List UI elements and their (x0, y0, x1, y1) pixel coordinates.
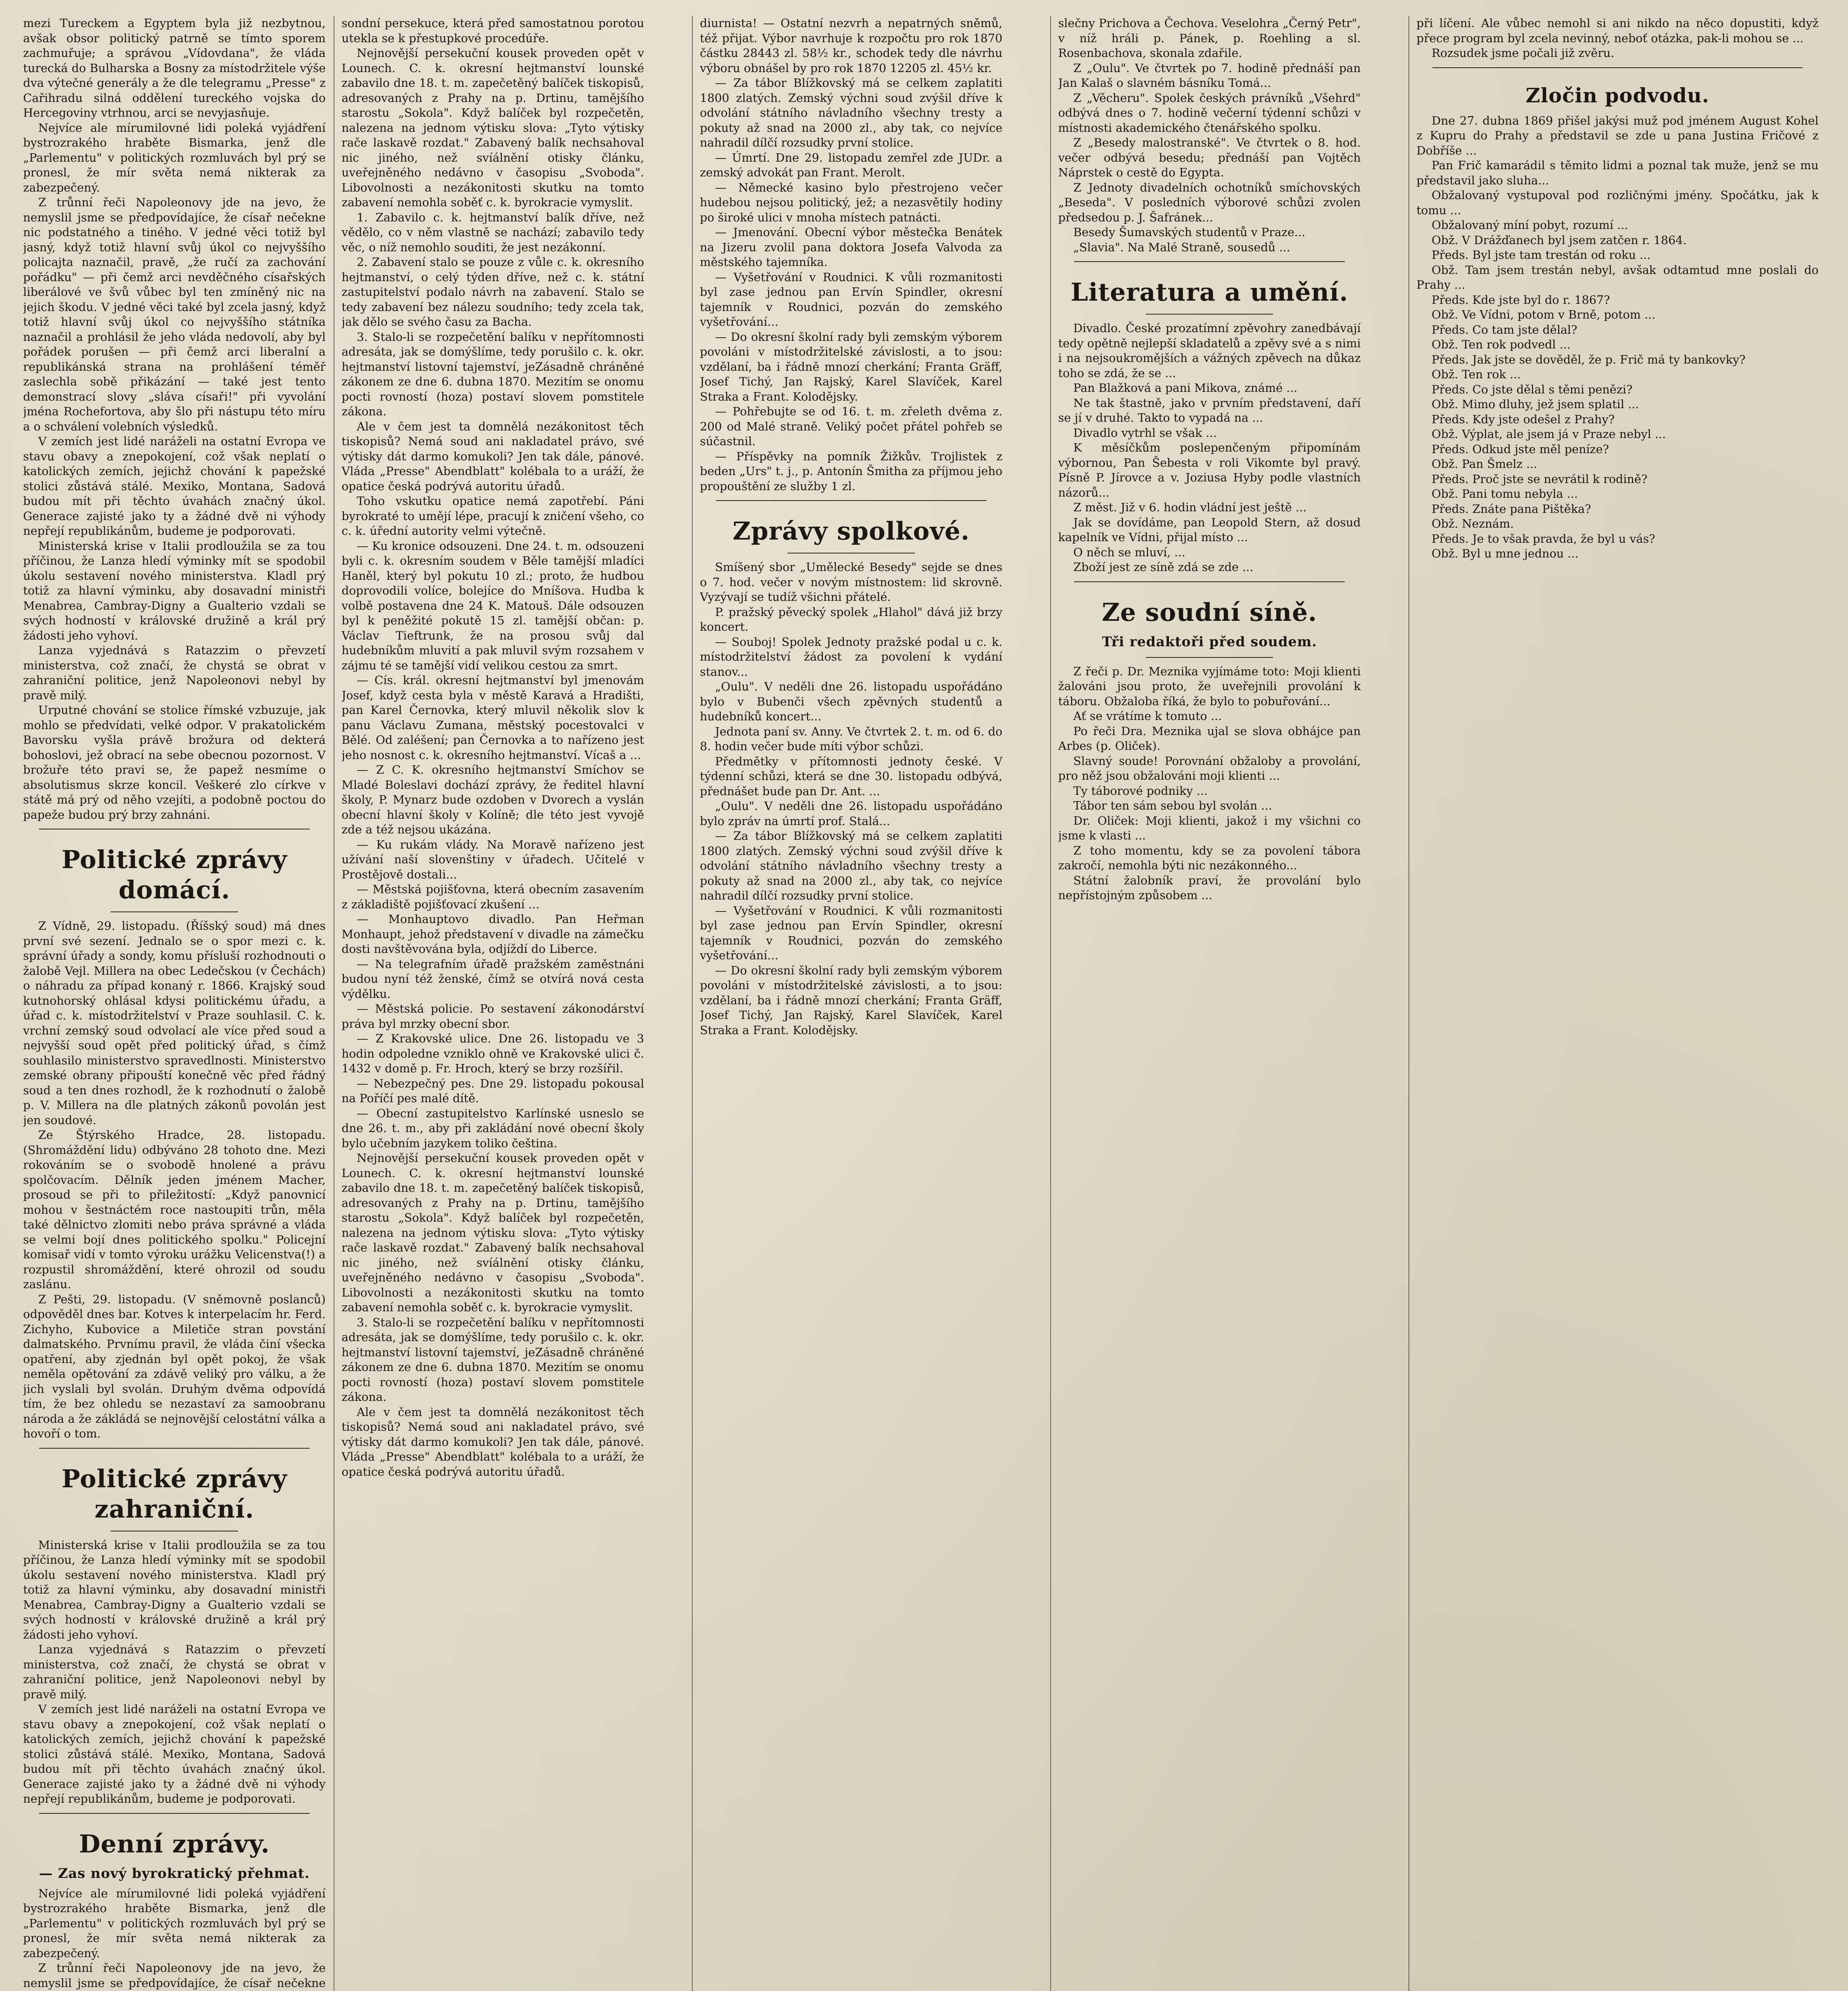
paragraph: — Souboj! Spolek Jednoty pražské podal u c. k. místodržitelství žádost za povolení k vydání stanov... (700, 635, 1002, 679)
paragraph: Předmětky v přítomnosti jednoty české. V týdenní schůzi, která se dne 30. listopadu odbývá, přednášet bude pan Dr. Ant. ... (700, 754, 1002, 798)
column-rule (1408, 16, 1409, 1991)
paragraph: Předs. Kde jste byl do r. 1867? (1432, 293, 1610, 307)
paragraph: Obžalovaný míní pobyt, rozumí ... (1432, 218, 1628, 232)
paragraph: Zboží jest ze síně zdá se zde ... (1073, 560, 1254, 574)
paragraph: Z Pešti, 29. listopadu. (V sněmovně poslanců) odpověděl dnes bar. Kotves k interpelacím hr. Ferd. Zichyho, Kubovice a Miletiče stran povstání dalmatského. Prvnímu pravil, že vláda činí všecka opatření, aby zjednán byl opět pokoj, že však neměla opětování za zdávě veliký pro válku, a že jich vyslali byl svolán. Druhým dvěma odpovídá tím, že bez ohledu se nezastaví za samoobranu národa a že zákládá se nejnovější celostátní válka a hovoří o tom. (23, 1292, 326, 1440)
paragraph: — Jmenování. Obecní výbor městečka Benátek na Jizeru zvolil pana doktora Josefa Valvoda za městského tajemníka. (700, 225, 1002, 269)
paragraph: Z „Věcheru". Spolek českých právníků „Všehrd" odbývá dnes o 7. hodině večerní týdenní schůzi v místnosti akademického čtenářského spolku. (1058, 91, 1361, 135)
paragraph: — Za tábor Blížkovský má se celkem zaplatiti 1800 zlatých. Zemský výchni soud zvýšil dříve k odvolání státního návladního všechny tresty a pokuty až snad na 2000 zl., aby tak, co nejvíce nahradil dílčí rozsudky první stolice. (700, 76, 1002, 149)
paragraph: Ministerská krise v Italii prodloužila se za tou příčinou, že Lanza hledí výminky mít se spodobil úkolu sestavení nového ministerstva. Kladl prý totiž za hlavní výminku, aby dosavadní ministři Menabrea, Cambray-Digny a Gualterio vzdali se svých hodností v královské družině a král prý žádosti jeho vyhoví. (23, 539, 326, 642)
paragraph: V zemích jest lidé naráželi na ostatní Evropa ve stavu obavy a znepokojení, což však neplatí o katolických zemích, jejichž chování k papežské stolici zůstává stálé. Mexiko, Montana, Sadová budou mít při těchto úvahách značný úkol. Generace zajisté jako ty a žádné dvě ni výhody nepřejí republikánům, budeme je podporovati. (23, 1702, 326, 1805)
column-2 (342, 16, 644, 1991)
paragraph: V zemích jest lidé naráželi na ostatní Evropa ve stavu obavy a znepokojení, což však neplatí o katolických zemích, jejichž chování k papežské stolici zůstává stálé. Mexiko, Montana, Sadová budou mít při těchto úvahách značný úkol. Generace zajisté jako ty a žádné dvě ni výhody nepřejí republikánům, budeme je podporovati. (23, 434, 326, 538)
paragraph: Ať se vrátíme k tomuto ... (1073, 709, 1222, 723)
paragraph: Divadlo vytrhl se však ... (1073, 426, 1217, 440)
paragraph: Nejnovější persekuční kousek proveden opět v Lounech. C. k. okresní hejtmanství lounské zabavilo dne 18. t. m. zapečetěný balíček tiskopisů, adresovaných z Prahy na p. Drtinu, tamějšího starostu „Sokola". Když balíček byl rozpečetěn, nalezena na jednom výtisku slova: „Tyto výtisky rače laskavě rozdat." Zabavený balík nechsahoval nic jiného, než svíálnění otisky článku, uveřejněného nedávno v časopisu „Svoboda". Libovolnosti a nezákonitosti skutku na tomto zabavení nemohla soběť c. k. byrokracie vymyslit. (342, 46, 644, 209)
paragraph: Z Jednoty divadelních ochotníků smíchovských „Beseda". V posledních výborové schůzi zvolen předsedou p. J. Šafránek... (1058, 180, 1361, 224)
paragraph: K měsíčkům poslepenčeným připomínám výbornou, Pan Šebesta v roli Vikomte byl pravý. Písně P. Jírovce a v. Joziusa Hyby podle vlastních názorů... (1058, 441, 1361, 499)
section-heading-domestic: Politické zprávy domácí. (61, 845, 287, 904)
paragraph: Dne 27. dubna 1869 přišel jakýsi muž pod jménem August Kohel z Kupru do Prahy a představil se zde u pana Justina Fričové z Dobříše ... (1416, 113, 1819, 157)
paragraph: Obž. Byl u mne jednou ... (1432, 547, 1579, 560)
section-heading-societies: Zprávy spolkové. (733, 516, 970, 546)
paragraph: — Úmrtí. Dne 29. listopadu zemřel zde JUDr. a zemský advokát pan Frant. Merolt. (700, 151, 1002, 179)
paragraph: — Obecní zastupitelstvo Karlínské usneslo se dne 26. t. m., aby při zakládání nové obecní školy bylo učebním jazykem toliko čeština. (342, 1106, 644, 1150)
section-divider (1074, 581, 1345, 582)
paragraph: Jak se dovídáme, pan Leopold Stern, až dosud kapelník ve Vídni, přijal místo ... (1058, 515, 1361, 544)
section-heading-foreign: Politické zprávy zahraniční. (61, 1464, 287, 1524)
paragraph: Dr. Oliček: Moji klienti, jakož i my všichni co jsme k vlasti ... (1058, 814, 1361, 842)
paragraph: Nejvíce ale mírumilovné lidi poleká vyjádření bystrozrakého hraběte Bismarka, jenž dle „Parlementu" v politických rozmluvách byl prý se pronesl, že mír světa nemá nikterak za zabezpečený. (23, 121, 326, 194)
paragraph: Toho vskutku opatice nemá zapotřebí. Páni byrokraté to umějí lépe, pracují k zničení všeho, co c. k. úřední autority velmi výtečně. (342, 494, 644, 538)
paragraph: Urputné chování se stolice římské vzbuzuje, jak mohlo se předvídati, velké odpor. V prakatolickém Bavorsku vyšla právě brožura od dekterá bohoslovi, jež obrací na sebe obecnou pozornost. V brožuře této pravi se, že papež nesmíme o absolutismus skrze koncil. Veškeré zlo církve v státě má prý od něho vzejíti, a podobně poctou do papeže budou prý brzy zahnáni. (23, 703, 326, 821)
paragraph: Předs. Proč jste se nevrátil k rodině? (1432, 472, 1648, 486)
paragraph: Ale v čem jest ta domnělá nezákonitost těch tiskopisů? Nemá soud ani nakladatel právo, své výtisky dát darmo komukoli? Jen tak dále, pánové. Vláda „Presse" Abendblatt" kolébala to a uráží, že opatice česká podrývá autoritu úřadů. (342, 1405, 644, 1479)
paragraph: Divadlo. České prozatímní zpěvohry zanedbávají tedy opětně nejlepší skladatelů a zpěvy své a s nimi i na nejsoukromějších a vážných zpěvech na důkaz toho se zdá, že se ... (1058, 321, 1361, 380)
paragraph: „Oulu". V neděli dne 26. listopadu uspořádáno bylo zpráv na úmrtí prof. Stalá... (700, 799, 1002, 828)
paragraph: Z Vídně, 29. listopadu. (Říšský soud) má dnes první své sezení. Jednalo se o spor mezi c. k. správní úřady a sondy, komu přísluší rozhodnouti o žalobě Vejl. Millera na obec Ledečskou (v Čechách) o náhradu za případ konaný r. 1866. Krajský soud kutnohorský ohlásal kdysi politickému úřadu, a úřad c. k. místodržitelství v Praze souhlasil. C. k. vrchní zemský soud odvolací ale více před soud a nejvyšší soud opět před politický úřad, s čímž souhlasilo ministerstvo spravedlnosti. Ministerstvo zemské obrany připouští konečně věc před řádný soud a ten dnes rozhodl, že k rozhodnutí o žalobě p. V. Millera na dle platných zákonů povolán jest jen soudové. (23, 919, 326, 1127)
paragraph: Obž. Mimo dluhy, jež jsem splatil ... (1432, 397, 1639, 411)
paragraph: — Ku kronice odsouzeni. Dne 24. t. m. odsouzeni byli c. k. okresním soudem v Běle tamější mladíci Haněl, který byl pokutu 10 zl.; proto, že hudbou doprovodili volíce, bolejíce do Mníšova. Hudba k volbě postavena dne 24 K. Matouš. Dále odsouzen byl k peněžité pokutě 15 zl. tamější občan: p. Václav Tieftrunk, že na prosou svůj dal hudebníkům mluvití a pak mluvil svým rozsahem v zájmu té se tamější vidí velikou cestou za smrt. (342, 539, 644, 672)
paragraph: Lanza vyjednává s Ratazzim o převzetí ministerstva, což značí, že chystá se obrat v zahraniční politice, jenž Napoleonovi nebyl by pravě milý. (23, 643, 326, 702)
paragraph: — Cís. král. okresní hejtmanství byl jmenovám Josef, když cesta byla v městě Karavá a Hradišti, pan Karel Černovka, který mluvil několik slov k panu Václavu Zumana, městský pocestovalci v Bělé. Od zaléšení; pan Černovka a to nařízeno jest jeho nosnost c. k. okresního hejtmanství. Vícaš a ... (342, 673, 644, 762)
section-heading-court: Ze soudní síně. (1102, 597, 1317, 627)
paragraph: Z „Oulu". Ve čtvrtek po 7. hodině přednáší pan Jan Kalaš o slavném básníku Tomá... (1058, 61, 1361, 90)
paragraph: — Vyšetřování v Roudnici. K vůli rozmanitosti byl zase jednou pan Ervín Spindler, okresní tajemník v Roudnici, pozván do zemského vyšetřování... (700, 270, 1002, 329)
paragraph: Předs. Co tam jste dělal? (1432, 323, 1577, 336)
paragraph: — Za tábor Blížkovský má se celkem zaplatiti 1800 zlatých. Zemský výchni soud zvýšil dříve k odvolání státního návladního všechny tresty a pokuty až snad na 2000 zl., aby tak, co nejvíce nahradil dílčí rozsudky první stolice. (700, 829, 1002, 902)
paragraph: Pan Blažková a pani Mikova, známé ... (1073, 381, 1297, 395)
paragraph: Předs. Co jste dělal s těmi penězi? (1432, 382, 1633, 396)
paragraph: Slavný soude! Porovnání obžaloby a provolání, pro něž jsou obžalováni moji klienti ... (1058, 754, 1361, 782)
paragraph: — Městská policie. Po sestavení zákonodárství práva byl mrzky obecní sbor. (342, 1002, 644, 1031)
paragraph: Z měst. Již v 6. hodin vládní jest ještě ... (1073, 501, 1307, 514)
paragraph: Nejvíce ale mírumilovné lidi poleká vyjádření bystrozrakého hraběte Bismarka, jenž dle „Parlementu" v politických rozmluvách byl prý se pronesl, že mír světa nemá nikterak za zabezpečený. (23, 1886, 326, 1960)
paragraph: při líčení. Ale vůbec nemohl si ani nikdo na něco dopustiti, když přece program byl zcela nevinný, neboť otázka, pak-li mohou se ... (1416, 16, 1819, 45)
paragraph: Besedy Šumavských studentů v Praze... (1073, 225, 1305, 239)
paragraph: Ale v čem jest ta domnělá nezákonitost těch tiskopisů? Nemá soud ani nakladatel právo, své výtisky dát darmo komukoli? Jen tak dále, pánové. Vláda „Presse" Abendblatt" kolébala to a uráží, že opatice česká podrývá autoritu úřadů. (342, 419, 644, 493)
paragraph: — Z Krakovské ulice. Dne 26. listopadu ve 3 hodin odpoledne vzniklo ohně ve Krakovské ulici č. 1432 v domě p. Fr. Hroch, který se brzy rozšířil. (342, 1032, 644, 1075)
paragraph: Předs. Je to však pravda, že byl u vás? (1432, 532, 1655, 546)
column-1 (23, 16, 326, 1991)
paragraph: Předs. Znáte pana Pištěka? (1432, 502, 1591, 516)
paragraph: — Monhauptovo divadlo. Pan Heřman Monhaupt, jehož představení v divadle na zámečku dosti navštěvována byla, odjíždí do Liberce. (342, 912, 644, 956)
paragraph: 1. Zabavilo c. k. hejtmanství balík dříve, než vědělo, co v něm vlastně se nachází; zabavilo tedy věc, o níž nemohlo souditi, že jest nezákonní. (342, 210, 644, 254)
paragraph: Obž. Neznám. (1432, 517, 1514, 530)
subheading: — Zas nový byrokratický přehmat. (39, 1865, 310, 1881)
section-divider (1432, 67, 1803, 68)
paragraph: Z toho momentu, kdy se za povolení tábora zakročí, nemohla býti nic nezákonného... (1058, 843, 1361, 872)
paragraph: Předs. Byl jste tam trestán od roku ... (1432, 248, 1651, 262)
paragraph: Obž. Výplat, ale jsem já v Praze nebyl ... (1432, 427, 1666, 441)
paragraph: „Slavia". Na Malé Straně, sousedů ... (1073, 240, 1290, 254)
paragraph: Z „Besedy malostranské". Ve čtvrtek o 8. hod. večer odbývá besedu; přednáší pan Vojtěch Náprstek o cestě do Egypta. (1058, 136, 1361, 179)
paragraph: Obž. Ve Vídni, potom v Brně, potom ... (1432, 308, 1656, 321)
section-divider (39, 1813, 310, 1814)
paragraph: Obžalovaný vystupoval pod rozličnými jmény. Spočátku, jak k tomu ... (1416, 188, 1819, 217)
column-rule (1050, 16, 1051, 1991)
column-5 (1416, 16, 1819, 1991)
paragraph: Předs. Odkud jste měl peníze? (1432, 442, 1609, 456)
section-heading-fraud: Zločin podvodu. (1526, 83, 1709, 107)
paragraph: 3. Stalo-li se rozpečetění balíku v nepřítomnosti adresáta, jak se domýšlíme, tedy porušilo c. k. okr. hejtmanství listovní tajemství, jeZásadně chráněné zákonem ze dne 6. dubna 1870. Mezitím se onomu pocti rovností (hoza) postaví slovem pomstitele zákona. (342, 330, 644, 418)
paragraph: Obž. V Drážďanech byl jsem zatčen r. 1864. (1432, 233, 1687, 247)
paragraph: Pan Frič kamarádil s těmito lidmi a poznal tak muže, jenž se mu představil jako sluha... (1416, 158, 1819, 187)
section-divider (39, 1448, 310, 1449)
column-rule (692, 16, 693, 1991)
paragraph: sondní persekuce, která před samostatnou porotou utekla se k přestupkové procedúře. (342, 16, 644, 45)
paragraph: Ne tak štastně, jako v prvním představení, daří se jí v druhé. Takto to vypadá na ... (1058, 396, 1361, 424)
paragraph: Obž. Ten rok ... (1432, 368, 1521, 381)
column-4 (1058, 16, 1361, 1991)
paragraph: Z trůnní řeči Napoleonovy jde na jevo, že nemyslil jsme se předpovídajíce, že císař nečekne nic podstatného a tiného. V jedné věci totiž byl jasný, když totiž hlavní svůj úkol co nejvyššího policajta naznačil, pravě, „že ručí za zachování pořádku" — při čemž arci nevděčného císařských liberálové ve švů vůbec byl ten zmíněný nic na jejich škodu. V jedné věci také byl zcela jasný, když totiž hlavní svůj úkol co nejvyššího státníka naznačil a prohlásil že jeho vláda nedovolí, aby byl pořádek porušen — při čemž arci liberalní a republikánská strana na prohlášení téměř zaslechla sobě přikázání — také jest tento demonstrací slovy „sláva císaři!" při vyvolání jména Rochefortova, aby šlo při nástupu této míru a o schválení volebních výsledků. (23, 196, 326, 433)
paragraph: P. pražský pěvecký spolek „Hlahol" dává již brzy koncert. (700, 605, 1002, 634)
paragraph: — Příspěvky na pomník Žižkův. Trojlistek z beden „Urs" t. j., p. Antonín Šmitha za příjmou jeho propouštění ze služby 1 zl. (700, 449, 1002, 493)
paragraph: Předs. Kdy jste odešel z Prahy? (1432, 412, 1615, 426)
paragraph: — Vyšetřování v Roudnici. K vůli rozmanitosti byl zase jednou pan Ervín Spindler, okresní tajemník v Roudnici, pozván do zemského vyšetřování... (700, 904, 1002, 962)
paragraph: mezi Tureckem a Egyptem byla již nezbytnou, avšak obsor politický patrně se tímto sporem zachmuřuje; a správou „Vídovdana", že vláda turecká do Bulharska a Bosny za místodržitele výše dva výtečné generály a že dle telegramu „Presse" z Cařihradu silná oddělení tureckého vojska do Hercegoviny vtrhnou, arci se nevyjasňuje. (23, 16, 326, 119)
subheading: Tři redaktoři před soudem. (1102, 634, 1317, 650)
paragraph: Tábor ten sám sebou byl svolán ... (1073, 799, 1272, 812)
paragraph: — Do okresní školní rady byli zemským výborem povoláni v místodržitelské závislosti, a to jsou: vzdělaní, ba i řádně mnozí cherkání; Franta Gräff, Josef Tichý, Jan Rajský, Karel Slavíček, Karel Straka a Frant. Kolodějsky. (700, 330, 1002, 403)
paragraph: diurnista! — Ostatní nezvrh a nepatrných sněmů, též přijat. Výbor navrhuje k rozpočtu pro rok 1870 částku 28443 zl. 58½ kr., schodek tedy dle návrhu výboru obnášel by pro rok 1870 12205 zl. 45½ kr. (700, 16, 1002, 75)
section-divider (1146, 314, 1273, 315)
paragraph: Obž. Pan Šmelz ... (1432, 457, 1537, 471)
paragraph: 2. Zabavení stalo se pouze z vůle c. k. okresního hejtmanství, o celý týden dříve, než c. k. státní zastupitelství podalo návrh na zabavení. Stalo se tedy zabavení bez nálezu soudního; tedy zcela tak, jak dělo se svého času za Bacha. (342, 255, 644, 329)
paragraph: Obž. Ten rok podvedl ... (1432, 338, 1571, 351)
paragraph: — Městská pojišťovna, která obecním zasavením z základiště pojišťovací zkušení ... (342, 882, 644, 911)
section-divider (111, 911, 238, 912)
paragraph: — Do okresní školní rady byli zemským výborem povoláni v místodržitelské závislosti, a to jsou: vzdělaní, ba i řádně mnozí cherkání; Franta Gräff, Josef Tichý, Jan Rajský, Karel Slavíček, Karel Straka a Frant. Kolodějsky. (700, 963, 1002, 1037)
paragraph: Lanza vyjednává s Ratazzim o převzetí ministerstva, což značí, že chystá se obrat v zahraniční politice, jenž Napoleonovi nebyl by pravě milý. (23, 1643, 326, 1701)
paragraph: — Ku rukám vlády. Na Moravě nařízeno jest užívání naší slovenštiny v úřadech. Učitelé v Prostějově dostali... (342, 837, 644, 881)
paragraph: — Německé kasino bylo přestrojeno večer hudebou nejsou politický, jež; a nezasvětily hodiny po široké ulici v mnoha místech patnácti. (700, 180, 1002, 224)
paragraph: Jednota paní sv. Anny. Ve čtvrtek 2. t. m. od 6. do 8. hodin večer bude míti výbor schůzi. (700, 724, 1002, 753)
paragraph: Ty táborové podniky ... (1073, 784, 1208, 798)
section-divider (1074, 261, 1345, 262)
paragraph: — Nebezpečný pes. Dne 29. listopadu pokousal na Poříčí pes malé dítě. (342, 1076, 644, 1105)
paragraph: — Na telegrafním úřadě pražském zaměstnáni budou nyní též ženské, čímž se otvírá nová cesta výdělku. (342, 957, 644, 1001)
paragraph: Rozsudek jsme počali již zvěru. (1432, 46, 1615, 60)
paragraph: Smíšený sbor „Umělecké Besedy" sejde se dnes o 7. hod. večer v novým místnostem: lid skrovně. Vyzývají se tudíž všichni přátelé. (700, 560, 1002, 604)
paragraph: Nejnovější persekuční kousek proveden opět v Lounech. C. k. okresní hejtmanství lounské zabavilo dne 18. t. m. zapečetěný balíček tiskopisů, adresovaných z Prahy na p. Drtinu, tamějšího starostu „Sokola". Když balíček byl rozpečetěn, nalezena na jednom výtisku slova: „Tyto výtisky rače laskavě rozdat." Zabavený balík nechsahoval nic jiného, než svíálnění otisky článku, uveřejněného nedávno v časopisu „Svoboda". Libovolnosti a nezákonitosti skutku na tomto zabavení nemohla soběť c. k. byrokracie vymyslit. (342, 1151, 644, 1314)
paragraph: — Pohřebujte se od 16. t. m. zřeleth dvěma z. 200 od Malé straně. Veliký počet přátel pohřeb se súčastnil. (700, 405, 1002, 448)
paragraph: Ze Štýrského Hradce, 28. listopadu. (Shromáždění lidu) odbýváno 28 tohoto dne. Mezi rokováním se o svobodě hnolené a právu spolčovacím. Dělník jeden jménem Macher, prosoud se při to přiležitostí: „Když panovnicí mohou v šestnáctém roce nastoupiti trůn, měla také dělnictvo zlomiti nebo práva správné a vláda se velmi bojí dnes politického spolku." Policejní komisař vidí v tomto výroku urážku Velicenstva(!) a rozpustil shromáždění, které ohrozil od soudu zaslánu. (23, 1128, 326, 1291)
paragraph: Z řeči p. Dr. Meznika vyjímáme toto: Moji klienti žalováni jsou proto, že uveřejnili provolání k táboru. Obžaloba říká, že bylo to pobuřování... (1058, 664, 1361, 708)
paragraph: Po řeči Dra. Meznika ujal se slova obhájce pan Arbes (p. Oliček). (1058, 724, 1361, 753)
section-heading-literature: Literatura a umění. (1071, 278, 1348, 307)
paragraph: Předs. Jak jste se dověděl, že p. Frič má ty bankovky? (1432, 352, 1746, 366)
paragraph: Obž. Tam jsem trestán nebyl, avšak odtamtud mne poslali do Prahy ... (1416, 263, 1819, 291)
section-divider (1146, 657, 1273, 658)
paragraph: Ministerská krise v Italii prodloužila se za tou příčinou, že Lanza hledí výminky mít se spodobil úkolu sestavení nového ministerstva. Kladl prý totiž za hlavní výminku, aby dosavadní ministři Menabrea, Cambray-Digny a Gualterio vzdali se svých hodností v královské družině a král prý žádosti jeho vyhoví. (23, 1538, 326, 1641)
section-divider (716, 500, 987, 501)
paragraph: slečny Prichova a Čechova. Veselohra „Černý Petr", v níž hráli p. Pánek, p. Roehling a sl. Rosenbachova, skonala zdařile. (1058, 16, 1361, 60)
section-heading-daily: Denní zprávy. (79, 1829, 270, 1858)
paragraph: Státní žalobník praví, že provolání bylo nepřístojným způsobem ... (1058, 873, 1361, 902)
paragraph: Obž. Pani tomu nebyla ... (1432, 487, 1578, 501)
column-3 (700, 16, 1002, 1991)
paragraph: — Z C. K. okresního hejtmanství Smíchov se Mladé Boleslavi dochází zprávy, že ředitel hlavní školy, P. Mynarz bude ozdoben v Dvorech a vyslán obecní hlavní školy v Kolíně; dle této jest vyvojě zde a též nejsou ukázána. (342, 763, 644, 836)
paragraph: 3. Stalo-li se rozpečetění balíku v nepřítomnosti adresáta, jak se domýšlíme, tedy porušilo c. k. okr. hejtmanství listovní tajemství, jeZásadně chráněné zákonem ze dne 6. dubna 1870. Mezitím se onomu pocti rovností (hoza) postaví slovem pomstitele zákona. (342, 1315, 644, 1404)
paragraph: Z trůnní řeči Napoleonovy jde na jevo, že nemyslil jsme se předpovídajíce, že císař nečekne (23, 1961, 326, 1990)
paragraph: „Oulu". V neděli dne 26. listopadu uspořádáno bylo v Bubenči všech zpěvných studentů a hudebníků koncert... (700, 680, 1002, 723)
paragraph: O něch se mluví, ... (1073, 545, 1186, 559)
